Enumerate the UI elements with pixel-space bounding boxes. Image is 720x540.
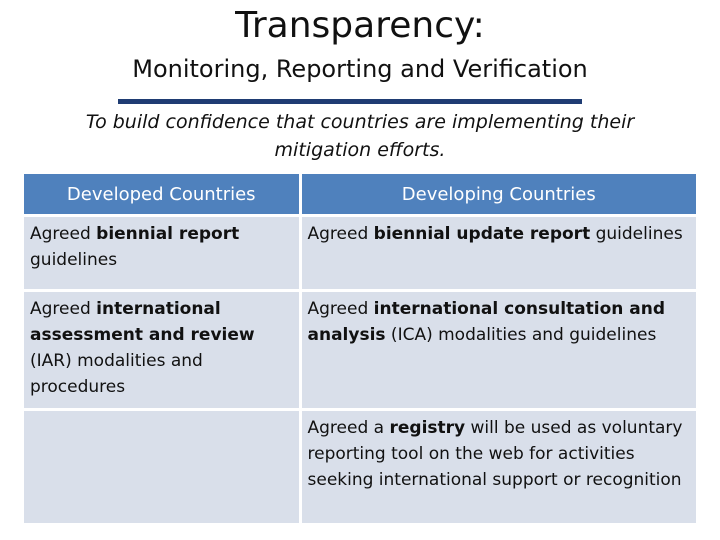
cell-developed-empty xyxy=(24,410,300,524)
header-developing-countries: Developing Countries xyxy=(300,174,696,216)
cell-text-bold: biennial report xyxy=(96,224,240,244)
slide-subtitle: Monitoring, Reporting and Verification xyxy=(132,55,588,83)
title-divider xyxy=(118,99,582,104)
cell-text-bold: international assessment and review xyxy=(30,299,255,345)
header-developed-countries: Developed Countries xyxy=(24,174,300,216)
cell-text-plain: Agreed xyxy=(30,224,97,244)
cell-developed-biennial-report xyxy=(24,216,300,291)
cell-developing-biennial-update-report xyxy=(300,216,696,291)
cell-developed-iar xyxy=(24,291,300,410)
cell-text-plain: guidelines xyxy=(590,224,683,244)
cell-text-plain: Agreed xyxy=(307,224,374,244)
mrv-comparison-table xyxy=(24,174,696,523)
cell-text-bold: registry xyxy=(389,418,466,438)
table-header-row xyxy=(24,174,696,216)
cell-text-bold: biennial update report xyxy=(373,224,591,244)
cell-text-plain: Agreed xyxy=(30,299,97,319)
cell-text-plain: Agreed xyxy=(307,299,374,319)
cell-text-plain: (ICA) modalities and guidelines xyxy=(385,325,657,345)
table-row xyxy=(24,216,696,291)
intro-text: To build confidence that countries are implementing their mitigation efforts. xyxy=(85,111,635,161)
cell-developing-ica xyxy=(300,291,696,410)
cell-text-plain: guidelines xyxy=(30,250,118,270)
cell-text-plain: (IAR) modalities and procedures xyxy=(30,351,203,397)
cell-text-plain: Agreed a xyxy=(307,418,390,438)
cell-text-plain: will be used as voluntary reporting tool on the web for activities seeking international support or recognition xyxy=(307,418,683,490)
cell-developing-registry xyxy=(300,410,696,524)
table-row xyxy=(24,291,696,410)
table-row xyxy=(24,410,696,524)
cell-text-bold: international consultation and analysis xyxy=(307,299,666,345)
slide-title: Transparency: xyxy=(235,5,485,46)
